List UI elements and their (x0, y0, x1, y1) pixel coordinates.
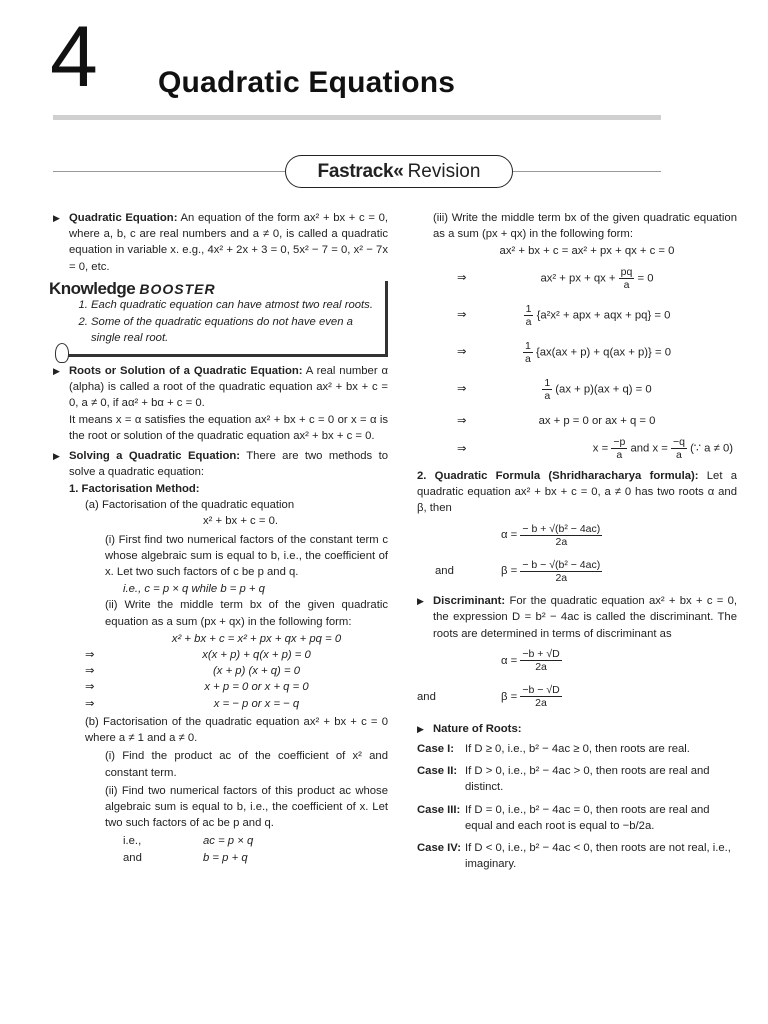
s1-frac (619, 266, 635, 291)
case-text: If D ≥ 0, i.e., b² − 4ac ≥ 0, then roots are real. (465, 743, 690, 756)
fact-b-ie-row (53, 833, 388, 849)
alpha-formula (417, 517, 737, 553)
da-frac (520, 648, 561, 673)
nature-heading: Nature of Roots: (433, 722, 522, 735)
knowledge-booster-box (49, 278, 388, 357)
fact-step-row (85, 663, 388, 679)
step-1 (417, 260, 737, 297)
alpha-lhs: α = (501, 529, 518, 542)
fact-b-i: (i) Find the product ac of the coefficient of x² and constant term. (105, 750, 388, 779)
fact-step-row (85, 647, 388, 663)
roots-text: A real number α (alpha) is called a root of the quadratic equation ax² + bx + c = 0, a ≠ 0, if aα² + bα + c = 0. (69, 364, 389, 410)
fact-b-ie-eq: ac = p × q (203, 835, 254, 848)
fact-step-row (85, 696, 388, 712)
fact-step-eq: x² + bx + c = x² + px + qx + pq = 0 (171, 632, 342, 645)
case-text: If D > 0, i.e., b² − 4ac > 0, then roots are real and distinct. (465, 765, 710, 794)
fact-steps (53, 631, 388, 712)
s4-post: (ax + p)(ax + q) = 0 (555, 383, 652, 396)
fact-b-ii: (ii) Find two numerical factors of this product ac whose algebraic sum is equal to b, i.e., the coefficient of x. Let two such factors of ac be p and q. (105, 784, 388, 830)
db-lhs: β = (501, 690, 518, 703)
step-5 (417, 408, 737, 434)
s1-num: pq (620, 265, 633, 278)
roots-heading: Roots or Solution of a Quadratic Equation: (69, 364, 303, 377)
db-and: and (417, 690, 436, 703)
fact-b-and-eq: b = p + q (203, 851, 248, 864)
roots-means: It means x = α satisfies the equation ax² + bx + c = 0 or x = α is the root or solution of the quadratic equation ax² + bx + c = 0. (69, 414, 388, 443)
implies-icon: ⇒ (457, 383, 467, 395)
case-row (417, 741, 737, 757)
case-label: Case I: (417, 743, 455, 756)
quadratic-equation-bullet (53, 210, 388, 275)
beta-frac (520, 559, 602, 584)
s3-num: 1 (524, 339, 531, 352)
case-text: If D < 0, i.e., b² − 4ac < 0, then roots are not real, i.e., imaginary. (465, 842, 731, 871)
case-label: Case III: (417, 803, 461, 816)
kb-list (91, 297, 379, 347)
chapter-title: Quadratic Equations (158, 66, 456, 99)
fact-b-and-label: and (123, 851, 142, 864)
qf-text: Let a quadratic equation ax² + bx + c = 0, a ≠ 0 has two roots α and β, then (417, 469, 737, 515)
case-row (417, 840, 737, 872)
fact-step-eq: x = − p or x = − q (213, 697, 300, 710)
da-den: 2a (535, 661, 547, 674)
s2-frac (524, 303, 534, 328)
kb-item-1: 1. Each quadratic equation can have atmost two real roots. (91, 297, 379, 313)
fastrack-revision-banner (285, 155, 513, 188)
roots-bullet (53, 363, 388, 412)
step-2 (417, 297, 737, 334)
beta-and: and (435, 565, 454, 578)
s6-frac2 (671, 436, 687, 461)
fact-step-eq: (x + p) (x + q) = 0 (213, 665, 300, 678)
kb-title (49, 278, 379, 298)
banner-bold: Fastrack« (317, 160, 404, 182)
implies-icon: ⇒ (85, 681, 95, 694)
d-alpha (417, 643, 737, 679)
step-6 (417, 434, 737, 464)
db-num: −b − √D (522, 684, 560, 697)
s2-den: a (525, 315, 532, 328)
left-column (49, 210, 389, 866)
s6-num1: −p (613, 436, 626, 449)
nature-bullet (417, 721, 737, 737)
solving-bullet (53, 448, 388, 480)
disc-heading: Discriminant: (433, 595, 506, 608)
right-column (417, 210, 737, 878)
s4-frac (542, 377, 552, 402)
fact-step-row (85, 631, 388, 647)
qe-text: An equation of the form ax² + bx + c = 0, where a, b, c are real numbers and a ≠ 0, is called a quadratic equation in variable x. e.g., 4x² + 2x + 3 = 0, 5x² − 7 = 0, x² − 7x = 0, etc. (69, 212, 388, 273)
da-num: −b + √D (522, 648, 560, 661)
fact-a: (a) Factorisation of the quadratic equation (85, 499, 295, 512)
fact-i: (i) First find two numerical factors of the constant term c whose algebraic sum is equal to b, i.e., the coefficient of x. Let two such factors of c be p and q. (105, 533, 388, 579)
step-3 (417, 334, 737, 371)
fact-step-eq: x(x + p) + q(x + p) = 0 (202, 649, 311, 662)
fact-b: (b) Factorisation of the quadratic equation ax² + bx + c = 0 where a ≠ 1 and a ≠ 0. (85, 715, 388, 745)
d-beta (417, 679, 737, 715)
eq0: ax² + bx + c = ax² + px + qx + c = 0 (499, 245, 675, 258)
db-frac (520, 684, 561, 709)
da-lhs: α = (501, 654, 518, 667)
kb-title-1: Knowledge (49, 278, 136, 298)
fact-a-equation: x² + bx + c = 0. (202, 515, 279, 528)
kb-title-2: BOOSTER (139, 280, 216, 297)
kb-item-2: 2. Some of the quadratic equations do not have even a single real root. (91, 314, 379, 346)
implies-icon: ⇒ (457, 309, 467, 321)
alpha-frac (520, 523, 602, 548)
beta-formula (417, 553, 737, 589)
s6-post: (∵ a ≠ 0) (690, 442, 733, 455)
s4-num: 1 (544, 376, 551, 389)
lightbulb-icon (55, 343, 69, 363)
s6-frac1 (611, 436, 627, 461)
alpha-den: 2a (555, 535, 568, 548)
case-label: Case IV: (417, 842, 461, 855)
s6-pre: x = (592, 442, 609, 455)
fact-ie: i.e., c = p × q while b = p + q (123, 583, 265, 596)
s3-frac (523, 340, 533, 365)
s3-den: a (524, 352, 531, 365)
s4-den: a (544, 389, 551, 402)
s1-pre: ax² + px + qx + (540, 272, 616, 285)
implies-icon: ⇒ (85, 649, 95, 662)
s6-mid: and x = (630, 442, 668, 455)
s2-num: 1 (525, 302, 532, 315)
fact-b-and-row (53, 850, 388, 866)
case-text: If D = 0, i.e., b² − 4ac = 0, then roots are real and equal and each root is equal to −b/2a. (465, 803, 710, 832)
implies-icon: ⇒ (457, 272, 467, 284)
implies-icon (85, 631, 125, 647)
s5: ax + p = 0 or ax + q = 0 (538, 414, 656, 427)
s6-den2: a (676, 449, 682, 462)
case-row (417, 763, 737, 795)
s1-post: = 0 (637, 272, 654, 285)
s6-den1: a (616, 449, 623, 462)
beta-num: − b − √(b² − 4ac) (522, 558, 601, 571)
fact-b-ie-label: i.e., (123, 835, 142, 848)
implies-icon: ⇒ (457, 442, 467, 455)
banner-line-right (513, 171, 661, 172)
chapter-number: 4 (50, 9, 98, 105)
banner-normal: Revision (407, 160, 481, 182)
beta-den: 2a (555, 571, 568, 584)
alpha-num: − b + √(b² − 4ac) (522, 522, 601, 535)
qf-heading: 2. Quadratic Formula (Shridharacharya formula): (417, 469, 699, 482)
beta-lhs: β = (501, 565, 518, 578)
banner-line-left (53, 171, 285, 172)
implies-icon: ⇒ (457, 414, 467, 427)
case-row (417, 802, 737, 834)
fact-step-eq: x + p = 0 or x + q = 0 (204, 681, 309, 694)
s1-den: a (623, 278, 630, 291)
qe-heading: Quadratic Equation: (69, 212, 178, 224)
discriminant-bullet (417, 593, 737, 642)
implies-icon: ⇒ (85, 665, 95, 678)
s3-post: {ax(ax + p) + q(ax + p)} = 0 (535, 346, 671, 359)
s6-num2: −q (672, 436, 685, 449)
implies-icon: ⇒ (85, 697, 95, 710)
step-4 (417, 371, 737, 408)
step-iii: (iii) Write the middle term bx of the given quadratic equation as a sum (px + qx) in the following form: (433, 212, 737, 241)
solving-heading: Solving a Quadratic Equation: (69, 449, 241, 462)
cases-list (417, 741, 737, 872)
solving-text: There are two methods to solve a quadratic equation: (69, 449, 388, 478)
factorisation-heading: 1. Factorisation Method: (69, 483, 200, 496)
db-den: 2a (535, 697, 547, 710)
disc-text: For the quadratic equation ax² + bx + c = 0, the expression D = b² − 4ac is called the discriminant. The roots are determined in terms of discriminant as (433, 595, 738, 640)
s2-post: {a²x² + apx + aqx + pq} = 0 (536, 309, 671, 322)
implies-icon: ⇒ (457, 346, 467, 358)
fact-ii: (ii) Write the middle term bx of the given quadratic equation as a sum (px + qx) in the following form: (105, 599, 388, 628)
case-label: Case II: (417, 765, 458, 778)
title-rule (53, 115, 661, 120)
fact-step-row (85, 679, 388, 695)
